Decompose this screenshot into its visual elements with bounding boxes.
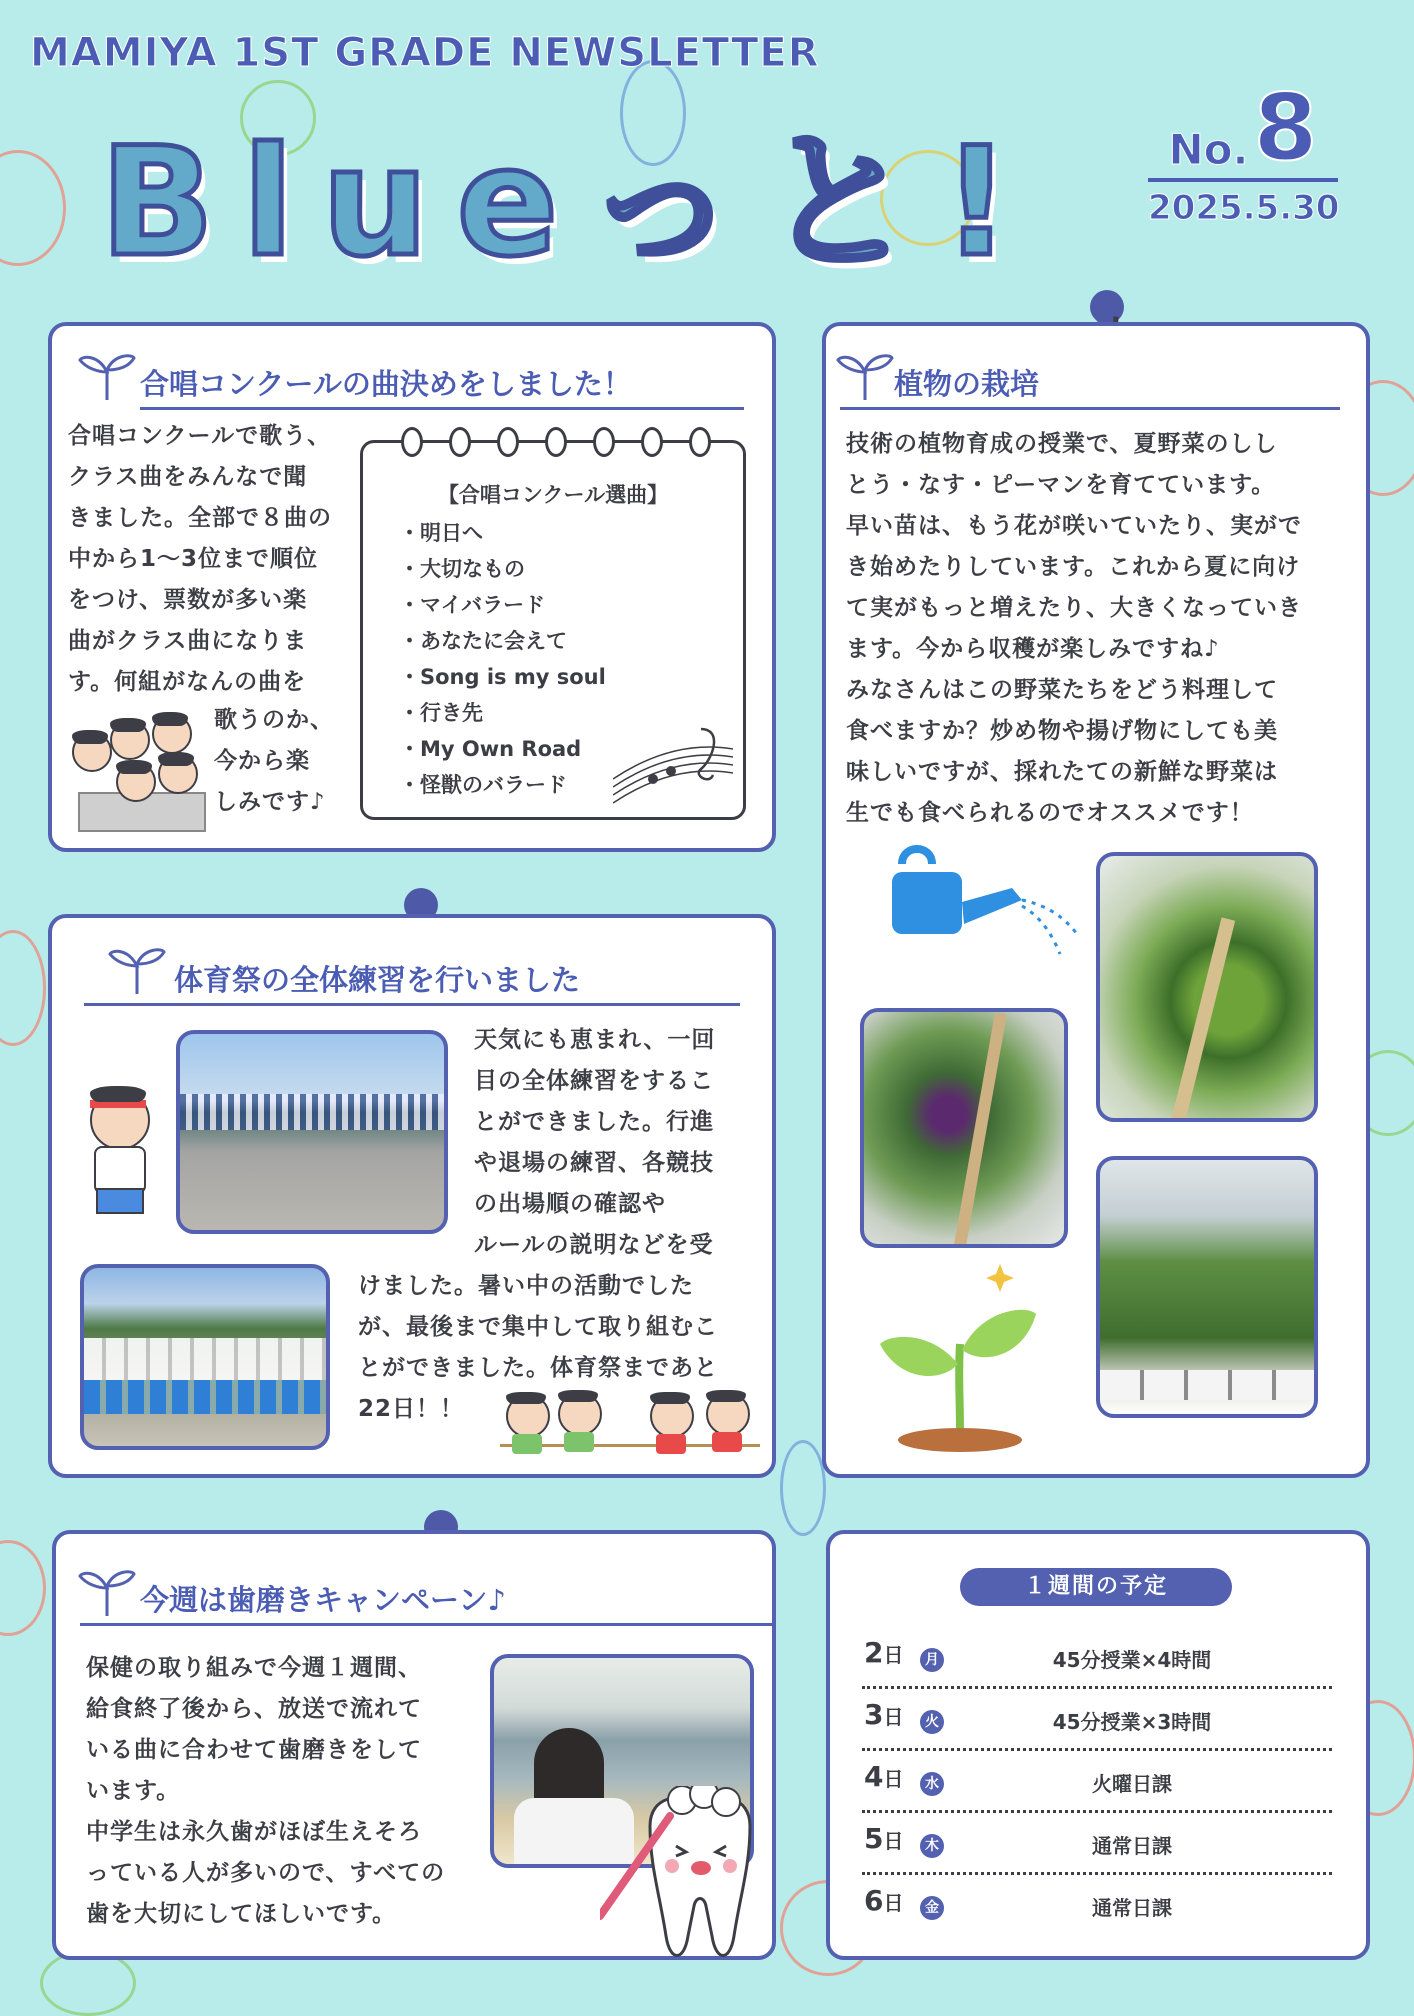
text-line: 味しいですが、採れたての新鮮な野菜は [846,759,1278,785]
weekday-badge: 金 [920,1896,944,1920]
schedule-desc: 火曜日課 [1092,1772,1172,1796]
plants-title: 植物の栽培 [840,362,1340,410]
schedule-day [864,1698,903,1731]
schedule-desc: 45分授業×3時間 [1052,1710,1212,1734]
boy-illustration [78,1084,170,1234]
day-number: 2 [864,1636,884,1669]
sports-title: 体育祭の全体練習を行いました [84,958,740,1006]
background-doodle [0,930,46,1046]
chorus-body-end [214,700,354,823]
text-line: いる曲に合わせて歯磨きをして [86,1737,422,1763]
day-unit: 日 [883,1829,904,1853]
song-item: ・マイバラード [399,593,546,617]
seedlings-photo [1096,1156,1318,1418]
background-doodle [0,1540,46,1636]
text-line: 早い苗は、もう花が咲いていたり、実がで [846,513,1302,539]
day-unit: 日 [883,1767,904,1791]
text-line: す。何組がなんの曲を [68,669,307,695]
plants-body [846,424,1356,834]
schedule-row [862,1750,1332,1813]
text-line: しみです♪ [214,789,326,815]
sprout-illustration-icon [880,1254,1040,1454]
song-item: ・あなたに会えて [399,629,567,653]
text-line: とができました。行進 [474,1109,714,1135]
background-doodle [780,1440,826,1536]
song-item: ・行き先 [399,701,483,725]
weekday-badge: 月 [920,1648,944,1672]
schedule-day [864,1636,903,1669]
text-line: とができました。体育祭まであと [358,1355,718,1381]
issue-prefix: No. [1168,125,1249,174]
day-number: 4 [864,1760,884,1793]
schedule-row [862,1812,1332,1875]
text-line: の出場順の確認や [474,1191,666,1217]
pepper-plant-photo [1096,852,1318,1122]
text-line: 歌うのか、 [214,707,334,733]
text-line: 技術の植物育成の授業で、夏野菜のしし [846,431,1278,457]
text-line: 今から楽 [214,748,310,774]
schedule-day [864,1760,903,1793]
eggplant-flower-photo [860,1008,1068,1248]
choir-illustration [68,706,208,838]
newsletter-subtitle: MAMIYA 1ST GRADE NEWSLETTER [30,30,820,76]
text-line: 歯を大切にしてほしいです。 [86,1901,397,1927]
text-line: とう・なす・ピーマンを育てています。 [846,472,1276,498]
chorus-title: 合唱コンクールの曲決めをしました！ [140,362,744,410]
schedule-desc: 45分授業×4時間 [1052,1648,1212,1672]
text-line: 中から1〜3位まで順位 [68,546,319,572]
song-list-title: 【合唱コンクール選曲】 [437,483,669,507]
text-line: 生でも食べられるのでオススメです！ [846,800,1254,826]
text-line: や退場の練習、各競技 [474,1150,714,1176]
text-line: が、最後まで集中して取り組むこ [358,1314,718,1340]
watering-can-icon [872,844,1092,984]
text-line: みなさんはこの野菜たちをどう料理して [846,677,1278,703]
day-unit: 日 [883,1705,904,1729]
sports-field-photo [176,1030,448,1234]
text-line: クラス曲をみんなで聞 [68,464,308,490]
students-lineup-photo [80,1264,330,1450]
weekday-badge: 火 [920,1710,944,1734]
song-item: ・怪獣のバラード [399,773,567,797]
text-line: います。 [86,1778,181,1804]
text-line: ルールの説明などを受 [474,1232,714,1258]
issue-date: 2025.5.30 [1148,188,1340,228]
song-list-notepad [360,440,746,820]
schedule-row [862,1626,1332,1689]
newsletter-logo: Blueっと! [100,116,1039,290]
tug-of-war-illustration [500,1390,760,1466]
song-list [399,515,606,803]
chorus-body [68,416,368,703]
text-line: 食べますか？炒め物や揚げ物にしても美 [846,718,1278,744]
text-line: 保健の取り組みで今週１週間、 [86,1655,422,1681]
text-line: き始めたりしています。これから夏に向け [846,554,1301,580]
text-line: 給食終了後から、放送で流れて [86,1696,422,1722]
text-line: きました。全部で８曲の [68,505,332,531]
weekday-badge: 水 [920,1772,944,1796]
teeth-title: 今週は歯磨きキャンペーン♪ [80,1578,772,1626]
text-line: 中学生は永久歯がほぼ生えそろ [86,1819,422,1845]
song-item: ・Song is my soul [399,665,606,689]
schedule-desc: 通常日課 [1092,1896,1172,1920]
day-number: 3 [864,1698,884,1731]
background-doodle [0,150,66,266]
text-line: けました。暑い中の活動でした [358,1273,694,1299]
teeth-body [86,1648,486,1935]
issue-block [1148,74,1340,228]
song-item: ・明日へ [399,521,483,545]
sprout-icon [78,346,136,402]
schedule-title: １週間の予定 [960,1568,1232,1606]
music-staff-icon [613,719,733,809]
song-item: ・大切なもの [399,557,525,581]
text-line: ます。今から収穫が楽しみですね♪ [846,636,1220,662]
text-line: 合唱コンクールで歌う、 [68,423,332,449]
schedule-row [862,1874,1332,1934]
text-line: 曲がクラス曲になりま [68,628,308,654]
schedule-desc: 通常日課 [1092,1834,1172,1858]
text-line: をつけ、票数が多い楽 [68,587,308,613]
text-line: っている人が多いので、すべての [86,1860,446,1886]
weekday-badge: 木 [920,1834,944,1858]
day-unit: 日 [883,1891,904,1915]
text-line: て実がもっと増えたり、大きくなっていき [846,595,1302,621]
schedule-row [862,1688,1332,1751]
day-number: 5 [864,1822,884,1855]
day-number: 6 [864,1884,884,1917]
schedule-day [864,1822,903,1855]
issue-number: 8 [1253,74,1318,181]
tooth-mascot-icon [600,1786,830,1976]
day-unit: 日 [883,1643,904,1667]
schedule-day [864,1884,903,1917]
text-line: 目の全体練習をするこ [474,1068,714,1094]
text-line: 天気にも恵まれ、一回 [474,1027,716,1053]
song-item: ・My Own Road [399,737,582,761]
text-line: 22日！！ [358,1396,465,1422]
sports-body-top [474,1020,764,1266]
